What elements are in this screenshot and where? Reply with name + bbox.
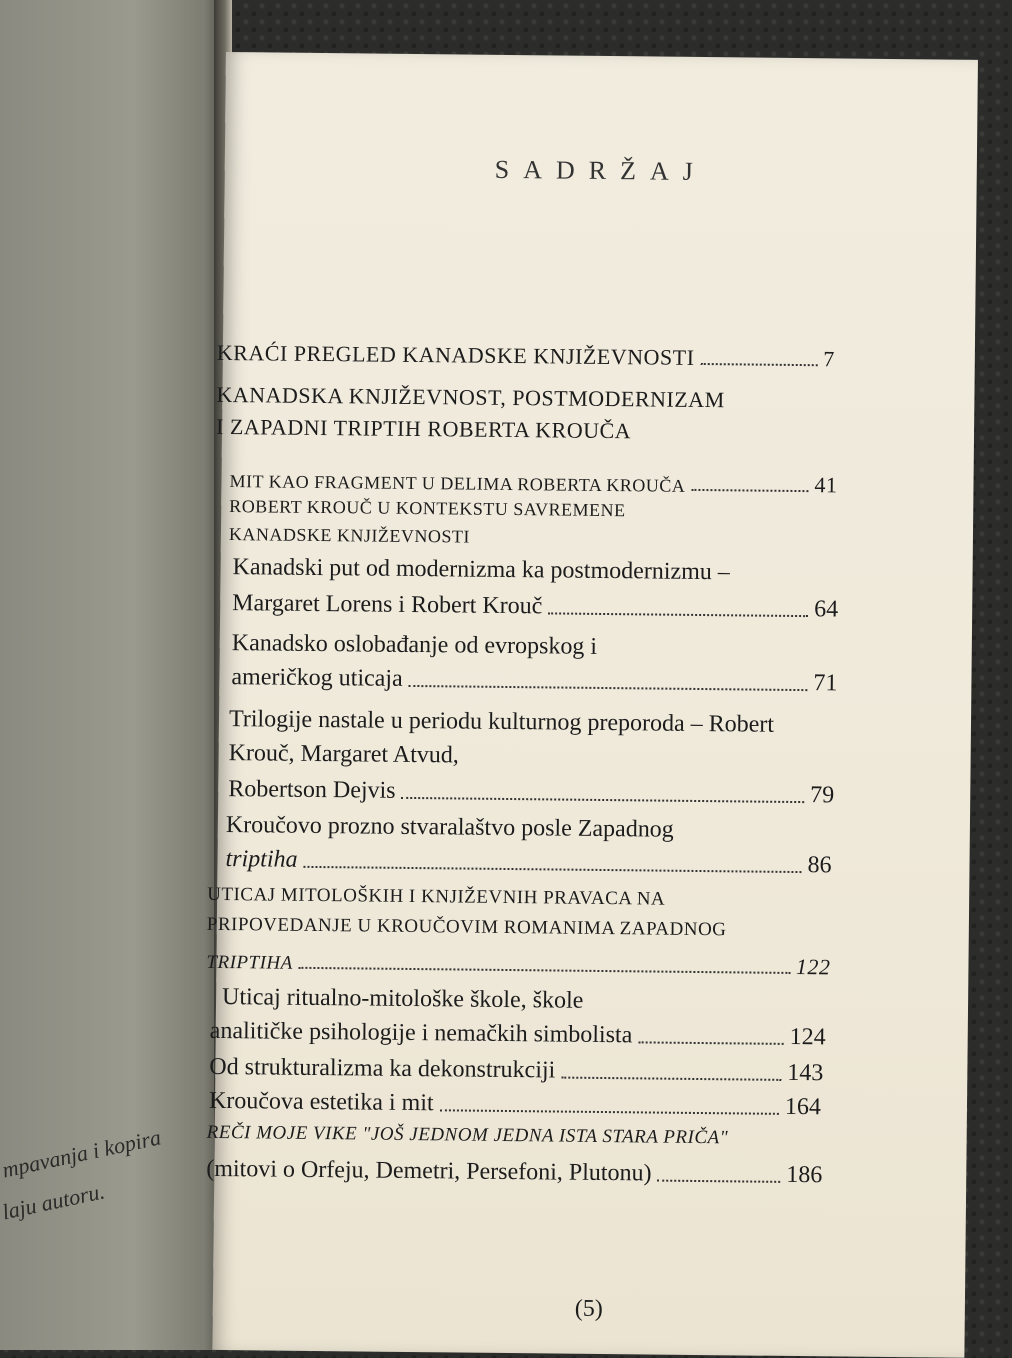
left-page-text-line: laju autoru. [0,1178,107,1225]
contents-page [206,52,978,1358]
toc-entry-title: (mitovi o Orfeju, Demetri, Persefoni, Plutonu) [206,1155,652,1187]
leader-dots [691,489,808,492]
toc-entry-title: Uticaj ritualno-mitološke škole, škole [221,984,584,1014]
toc-entry-title: Krouč, Margaret Atvud, [228,740,459,769]
toc-entry-title: Od strukturalizma ka dekonstrukciji [209,1053,556,1084]
toc-entry-title: Kroučova estetika i mit [208,1087,434,1117]
toc-entry-title: triptiha [225,846,298,873]
toc-entry-page: 7 [823,346,835,372]
toc-entry [231,664,837,697]
toc-entry [229,466,837,498]
page-title: SADRŽAJ [494,154,707,187]
toc-entry-page: 79 [810,782,835,809]
toc-entry [229,524,470,548]
toc-entry [232,630,598,661]
toc-entry-page: 186 [786,1161,823,1189]
leader-dots [548,612,808,617]
page-number: (5) [574,1295,603,1323]
toc-entry [216,414,631,444]
toc-entry-page: 122 [795,954,831,980]
leader-dots [700,363,817,366]
toc-entry-title: analitičke psihologije i nemačkih simbolista [209,1017,633,1049]
leader-dots [409,685,808,691]
toc-entry-title: MIT KAO FRAGMENT U DELIMA ROBERTA KROUČA [229,471,686,496]
toc-entry-title: PRIPOVEDANJE U KROUČOVIM ROMANIMA ZAPADNOG [206,913,727,941]
toc-entry [225,846,831,879]
toc-entry [229,706,774,739]
toc-entry [206,1156,822,1189]
toc-entry [232,590,838,623]
toc-entry-title: I ZAPADNI TRIPTIH ROBERTA KROUČA [215,413,632,444]
toc-entry [228,776,834,809]
toc-entry-title: Kanadski put od modernizma ka postmodernizmu – [232,554,730,586]
toc-entry-title: Kanadsko oslobađanje od evropskog i [231,630,598,660]
toc-entry-title: KANADSKA KNJIŽEVNOST, POSTMODERNIZAM [216,381,725,413]
toc-entry [206,948,830,981]
left-page-text-line: mpavanja i kopira [0,1124,164,1183]
toc-entry-title: Margaret Lorens i Robert Krouč [232,590,543,620]
leader-dots [303,866,801,873]
toc-entry [207,884,665,911]
toc-entry [229,740,459,769]
leader-dots [657,1180,780,1183]
toc-entry-title: ROBERT KROUČ U KONTEKSTU SAVREMENE [229,496,626,521]
toc-entry-title: Robertson Dejvis [228,776,396,804]
toc-entry-title: Trilogije nastale u periodu kulturnog preporoda – Robert [228,706,775,738]
toc-entry-page: 64 [814,596,839,623]
toc-entry-title: KANADSKE KNJIŽEVNOSTI [228,524,471,547]
toc-entry-page: 41 [814,472,838,498]
toc-entry-title: KRAĆI PREGLED KANADSKE KNJIŽEVNOSTI [216,339,695,370]
toc-entry [207,914,727,941]
leader-dots [561,1077,781,1081]
toc-entry-page: 71 [813,670,838,697]
leader-dots [299,967,790,974]
toc-entry-title: UTICAJ MITOLOŠKIH I KNJIŽEVNIH PRAVACA NA [207,883,666,910]
toc-entry [210,1018,826,1051]
toc-entry [232,554,729,586]
toc-entry [226,812,674,844]
toc-entry-page: 86 [807,852,832,879]
left-page [0,0,222,1350]
toc-entry-title: američkog uticaja [231,664,403,692]
leader-dots [440,1109,779,1115]
toc-entry [217,340,835,372]
toc-entry [216,382,725,413]
toc-entry-page: 164 [784,1093,822,1121]
toc-entry-title: Kroučovo prozno stvaralaštvo posle Zapadnog [225,812,674,843]
toc-entry-title: TRIPTIHA [206,951,293,974]
toc-entry [229,496,625,521]
toc-entry [209,1054,823,1087]
toc-entry-page: 124 [789,1023,826,1051]
toc-entry [222,984,584,1015]
toc-entry [209,1088,821,1121]
toc-entry [207,1122,729,1149]
leader-dots [638,1041,783,1045]
leader-dots [402,797,805,803]
toc-entry-title: REČI MOJE VIKE "JOŠ JEDNOM JEDNA ISTA STARA PRIČA" [206,1121,729,1149]
toc-entry-page: 143 [787,1059,824,1087]
